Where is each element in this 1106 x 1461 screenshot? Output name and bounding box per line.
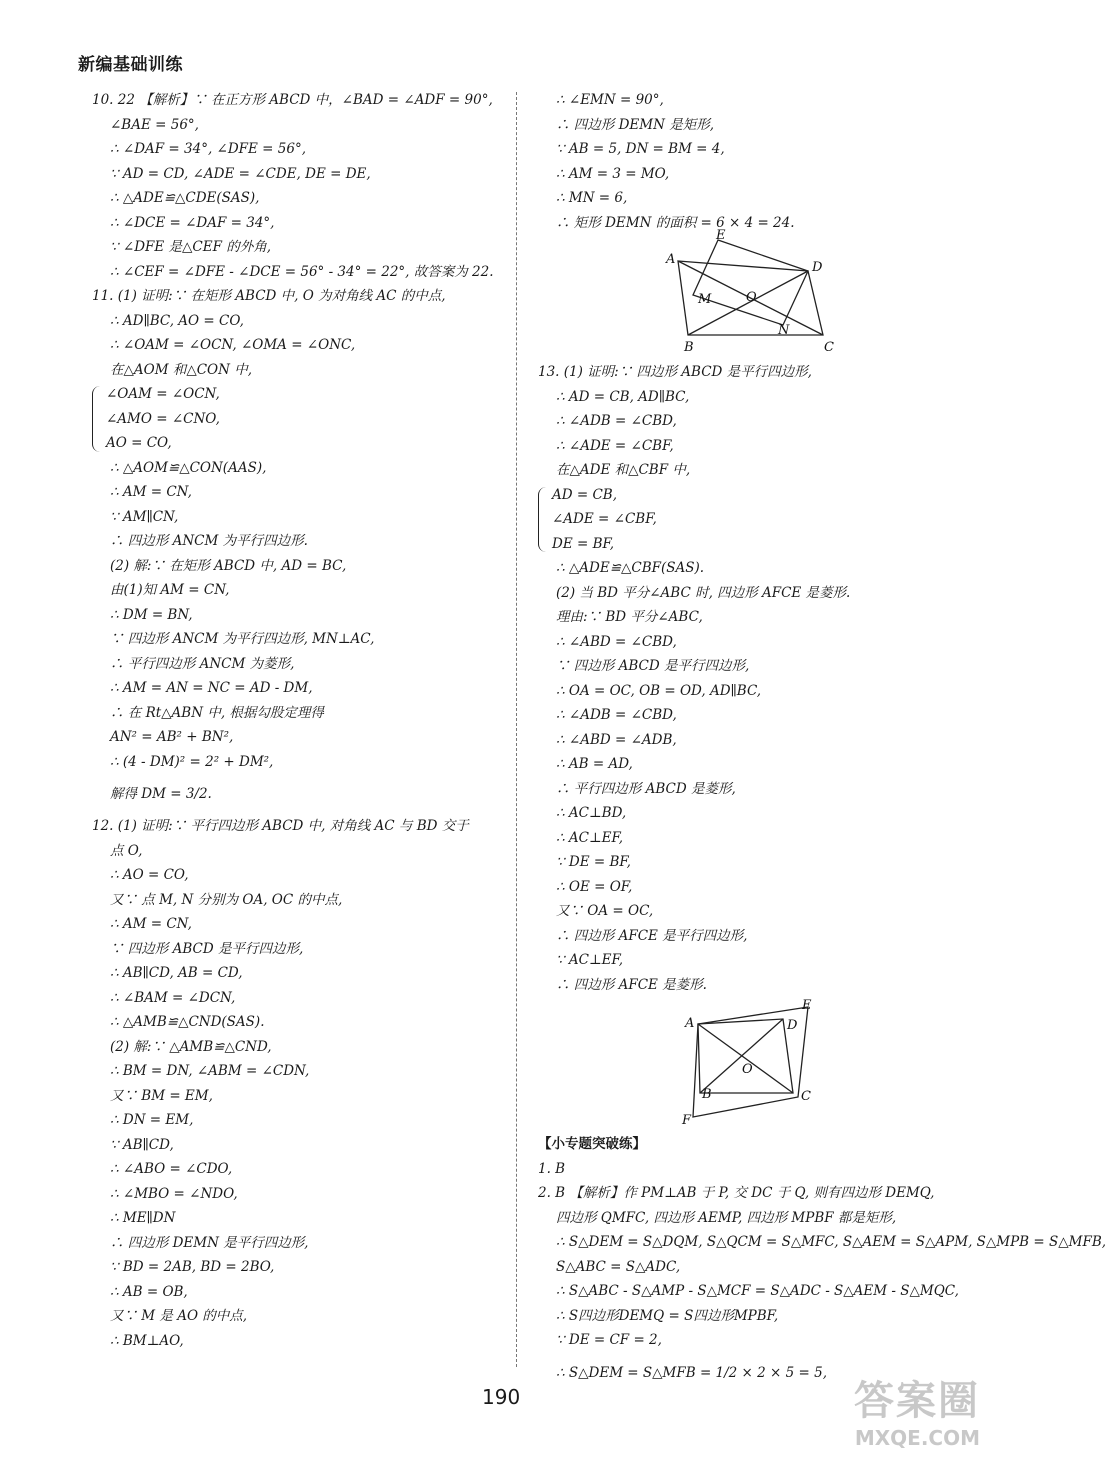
text-line: ∠OAM = ∠OCN, — [106, 386, 220, 402]
text-line: ∴ ∠ABD = ∠ADB, — [556, 731, 677, 748]
column-divider — [516, 92, 517, 1367]
answer-11-part1 — [92, 284, 502, 382]
text-line: ∴ AB = AD, — [556, 756, 633, 772]
text-line: (2) 解:∵ △AMB≌△CND, — [110, 1038, 272, 1055]
answer-12-continued — [538, 88, 958, 235]
text-line: ∴ ∠MBO = ∠NDO, — [110, 1185, 238, 1202]
text-line: ∠BAE = 56°, — [110, 116, 199, 133]
text-line: ∴ 四边形 DEMN 是平行四边形, — [110, 1234, 309, 1251]
right-column — [538, 88, 1106, 1393]
text-line: ∴ ME∥DN — [110, 1210, 176, 1226]
text-line: ∴ △ADE≌△CBF(SAS). — [556, 560, 705, 576]
text-line: 1. B — [538, 1160, 566, 1177]
text-line: ∴ ∠BAM = ∠DCN, — [110, 989, 236, 1006]
text-line: ∵ AM∥CN, — [110, 508, 179, 525]
figure-label: B — [684, 340, 694, 355]
text-line: 又∵ OA = OC, — [556, 903, 654, 919]
text-line: ∴ 平行四边形 ABCD 是菱形, — [556, 780, 736, 797]
figure-label: D — [787, 1018, 798, 1033]
answer-13-part2 — [538, 556, 958, 997]
text-line: ∴ △ADE≌△CDE(SAS), — [110, 190, 260, 206]
text-line: 四边形 QMFC, 四边形 AEMP, 四边形 MPBF 都是矩形, — [556, 1209, 897, 1226]
text-line: ∴ BM⊥AO, — [110, 1332, 184, 1349]
text-line: ∴ MN = 6, — [556, 190, 628, 206]
text-line: 10. 22 【解析】∵ 在正方形 ABCD 中，∠BAD = ∠ADF = 90°, — [92, 92, 493, 108]
text-line: ∴ ∠DAF = 34°, ∠DFE = 56°, — [110, 141, 307, 157]
figure-label: E — [716, 228, 726, 243]
answer-10 — [92, 88, 502, 284]
text-line: ∵ DE = CF = 2, — [556, 1332, 662, 1348]
answer-12 — [92, 814, 502, 1353]
special-answer-2-result: ∴ S△DEM = S△MFB = 1/2 × 2 × 5 = 5, — [556, 1364, 828, 1381]
text-line: ∴ ∠DCE = ∠DAF = 34°, — [110, 214, 275, 231]
text-line: ∵ 四边形 ABCD 是平行四边形, — [110, 940, 304, 957]
figure-rectangle-demn — [538, 228, 958, 360]
text-line: ∴ S△ABC - S△AMP - S△MCF = S△ADC - S△AEM - S△MQC, — [556, 1283, 959, 1299]
figure-label: M — [698, 292, 712, 307]
text-line: ∴ AB = OB, — [110, 1283, 188, 1300]
text-line: ∴ AM = AN = NC = AD - DM, — [110, 680, 313, 696]
text-line: ∴ ∠ABD = ∠CBD, — [556, 633, 677, 650]
left-column — [92, 88, 502, 1353]
text-line: ∴ AM = CN, — [110, 916, 192, 932]
figure-label: D — [812, 260, 823, 275]
figure-label: O — [742, 1062, 753, 1077]
figure-label: C — [801, 1089, 811, 1104]
text-line: ∠AMO = ∠CNO, — [106, 410, 220, 427]
page-number: 190 — [482, 1385, 521, 1409]
text-line: AN² = AB² + BN², — [110, 729, 234, 745]
watermark-text: 答案圈 — [854, 1378, 980, 1424]
text-line: DE = BF, — [552, 535, 615, 552]
text-line: ∴ 四边形 ANCM 为平行四边形. — [110, 533, 308, 549]
text-line: 2. B 【解析】作 PM⊥AB 于 P, 交 DC 于 Q, 则有四边形 DEMQ, — [538, 1185, 935, 1201]
text-line: ∴ AM = CN, — [110, 484, 192, 500]
text-line: S△ABC = S△ADC, — [556, 1258, 681, 1275]
text-line: ∴ ∠ADB = ∠CBD, — [556, 707, 677, 723]
text-line: ∴ ∠ADB = ∠CBD, — [556, 413, 677, 429]
text-line: ∴ 在 Rt△ABN 中, 根据勾股定理得 — [110, 704, 324, 721]
book-title: 新编基础训练 — [78, 55, 183, 75]
text-line: ∵ DE = BF, — [556, 854, 631, 870]
text-line: ∵ 四边形 ABCD 是平行四边形, — [556, 658, 750, 674]
text-line: ∴ ∠EMN = 90°, — [556, 92, 664, 108]
text-line: ∵ ∠DFE 是△CEF 的外角, — [110, 239, 272, 255]
text-line: ∴ AM = 3 = MO, — [556, 165, 670, 182]
text-line: ∴ AC⊥BD, — [556, 805, 627, 821]
text-line: ∴ BM = DN, ∠ABM = ∠CDN, — [110, 1063, 310, 1079]
special-topic-answers — [538, 1132, 1106, 1353]
text-line: AD = CB, — [552, 486, 618, 503]
text-line: 在△ADE 和△CBF 中, — [556, 462, 691, 478]
text-line: AO = CO, — [106, 435, 172, 451]
text-line: ∴ AB∥CD, AB = CD, — [110, 965, 243, 981]
figure-rhombus-afce — [538, 997, 958, 1132]
text-line: ∵ AC⊥EF, — [556, 952, 624, 968]
figure-label: A — [666, 252, 676, 267]
figure-label: O — [746, 290, 757, 305]
text-line: ∵ AB∥CD, — [110, 1136, 174, 1153]
text-line: 又∵ M 是 AO 的中点, — [110, 1308, 248, 1324]
text-line: ∴ DN = EM, — [110, 1112, 194, 1128]
answer-13-part1 — [538, 360, 958, 483]
text-line: ∴ △AOM≌△CON(AAS), — [110, 459, 267, 476]
text-line: 13. (1) 证明:∵ 四边形 ABCD 是平行四边形, — [538, 364, 812, 380]
answer-13-condition-group — [538, 483, 958, 557]
text-line: ∴ △AMB≌△CND(SAS). — [110, 1014, 265, 1030]
text-line: 点 O, — [110, 842, 143, 859]
text-line: 12. (1) 证明:∵ 平行四边形 ABCD 中, 对角线 AC 与 BD 交于 — [92, 818, 469, 834]
text-line: ∴ 四边形 AFCE 是菱形. — [556, 976, 707, 993]
text-line: ∴ AD = CB, AD∥BC, — [556, 388, 690, 405]
text-line: ∴ OE = OF, — [556, 878, 633, 895]
text-line: ∵ BD = 2AB, BD = 2BO, — [110, 1259, 275, 1275]
text-line: ∴ DM = BN, — [110, 606, 193, 623]
text-line: ∴ (4 - DM)² = 2² + DM², — [110, 753, 274, 770]
text-line: ∴ OA = OC, OB = OD, AD∥BC, — [556, 682, 762, 699]
text-line: ∵ 四边形 ANCM 为平行四边形, MN⊥AC, — [110, 631, 375, 647]
text-line: 理由:∵ BD 平分∠ABC, — [556, 609, 703, 625]
text-line: (2) 解:∵ 在矩形 ABCD 中, AD = BC, — [110, 557, 347, 574]
text-line: ∵ AB = 5, DN = BM = 4, — [556, 141, 725, 157]
left-brace — [538, 487, 547, 553]
text-line: ∴ AO = CO, — [110, 867, 189, 883]
text-line: (2) 当 BD 平分∠ABC 时, 四边形 AFCE 是菱形. — [556, 584, 851, 601]
text-line: 【小专题突破练】 — [538, 1136, 646, 1152]
figure-label: A — [685, 1016, 695, 1031]
text-line: ∴ ∠ABO = ∠CDO, — [110, 1161, 233, 1177]
text-line: ∴ ∠ADE = ∠CBF, — [556, 437, 674, 454]
text-line: ∴ ∠CEF = ∠DFE - ∠DCE = 56° - 34° = 22°, 故答案为 22. — [110, 263, 494, 280]
text-line: ∠ADE = ∠CBF, — [552, 511, 657, 527]
text-line: ∴ S四边形DEMQ = S四边形MPBF, — [556, 1307, 779, 1324]
text-line: ∴ AD∥BC, AO = CO, — [110, 312, 244, 329]
text-line: ∴ AC⊥EF, — [556, 829, 624, 846]
figure-label: F — [682, 1113, 692, 1128]
text-line: ∴ S△DEM = S△DQM, S△QCM = S△MFC, S△AEM = S△APM, S△MPB = S△MFB, — [556, 1234, 1106, 1250]
text-line: 在△AOM 和△CON 中, — [110, 361, 252, 378]
text-line: 又∵ 点 M, N 分别为 OA, OC 的中点, — [110, 891, 343, 908]
figure-label: B — [702, 1087, 712, 1102]
answer-11-condition-group — [92, 382, 502, 456]
text-line: ∴ 四边形 DEMN 是矩形, — [556, 116, 714, 133]
left-brace — [92, 386, 101, 452]
text-line: ∴ 平行四边形 ANCM 为菱形, — [110, 655, 295, 672]
figure-label: N — [778, 323, 790, 338]
text-line: 11. (1) 证明:∵ 在矩形 ABCD 中, O 为对角线 AC 的中点, — [92, 288, 446, 304]
figure-label: E — [802, 998, 812, 1013]
text-line: ∴ 矩形 DEMN 的面积 = 6 × 4 = 24. — [556, 214, 795, 231]
figure-label: C — [824, 340, 834, 355]
watermark-site: MXQE.COM — [854, 1426, 980, 1450]
answer-11-part2 — [92, 456, 502, 775]
text-line: 又∵ BM = EM, — [110, 1087, 213, 1104]
text-line: 由(1)知 AM = CN, — [110, 582, 230, 598]
text-line: ∴ ∠OAM = ∠OCN, ∠OMA = ∠ONC, — [110, 337, 356, 353]
text-line: ∵ AD = CD, ∠ADE = ∠CDE, DE = DE, — [110, 165, 371, 182]
answer-11-result: 解得 DM = 3/2. — [110, 786, 212, 802]
watermark-logo — [780, 1369, 980, 1449]
text-line: ∴ 四边形 AFCE 是平行四边形, — [556, 927, 748, 944]
